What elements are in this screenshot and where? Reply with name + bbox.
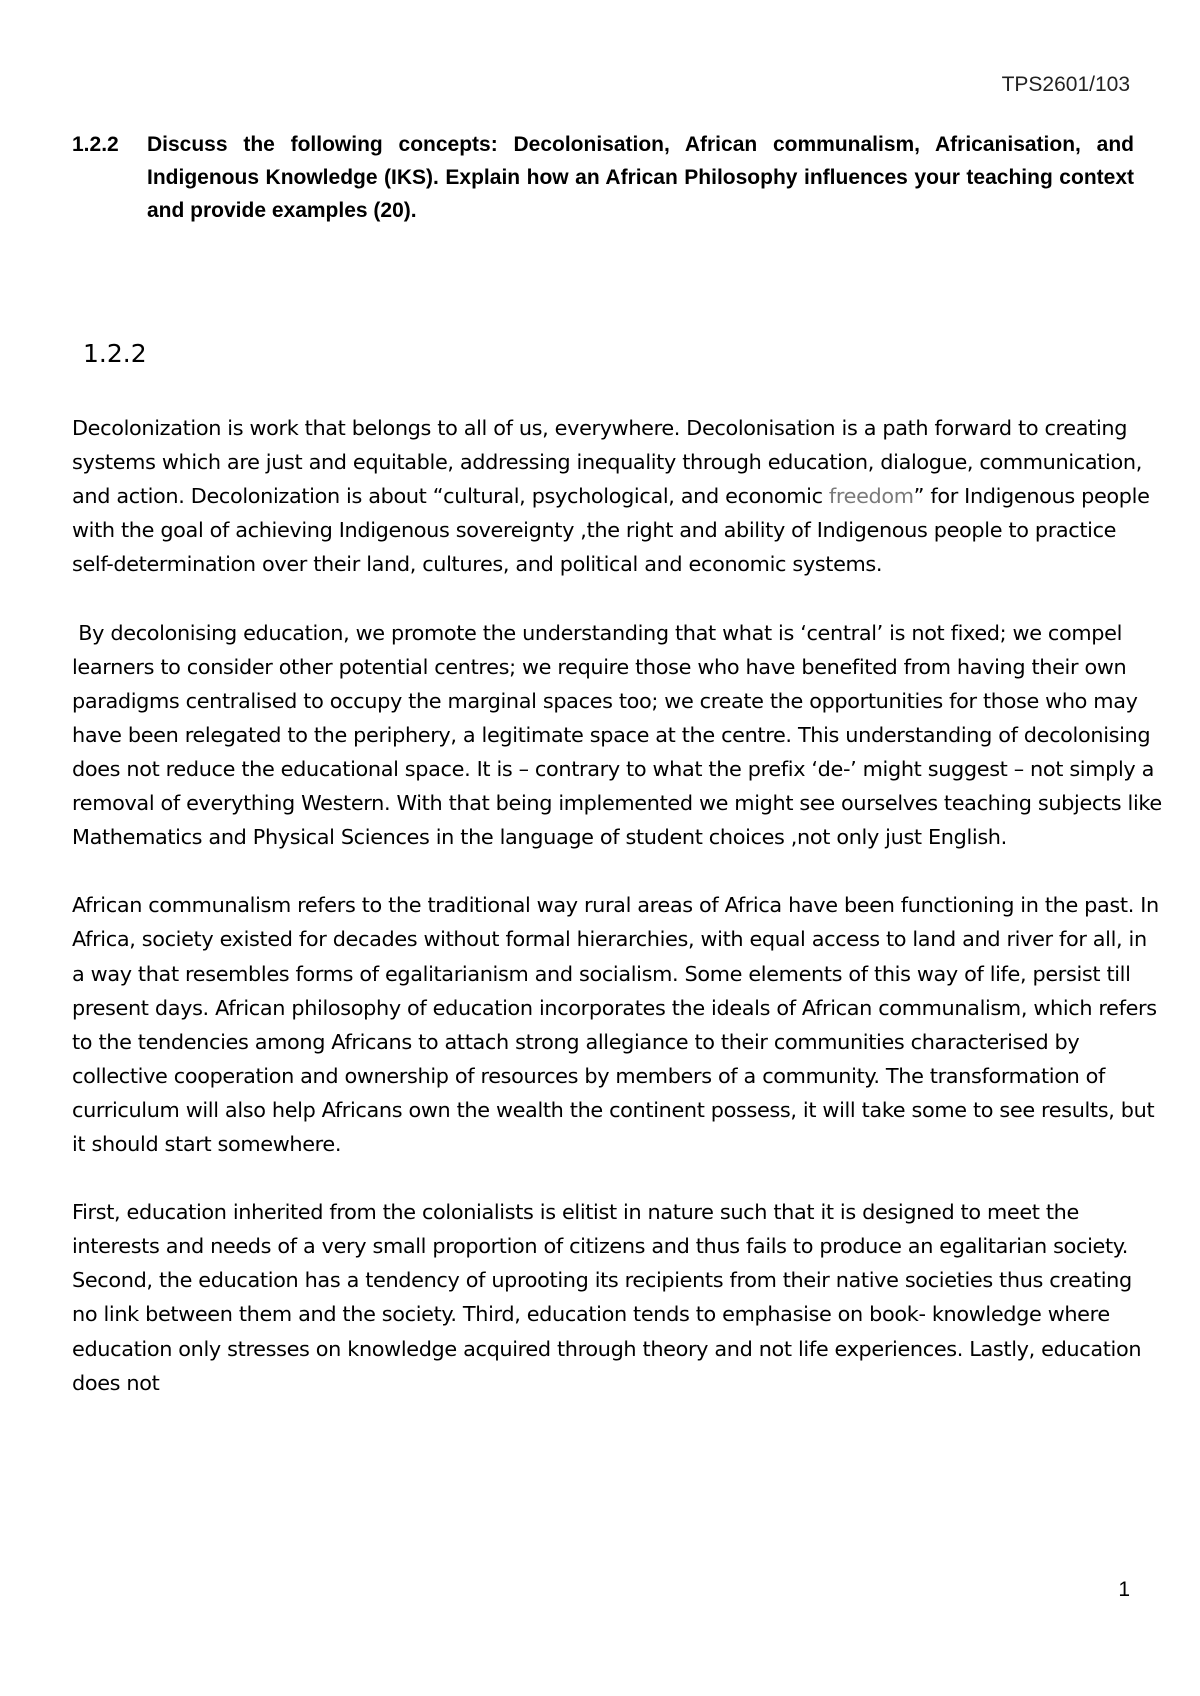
paragraph-colonial-education: First, education inherited from the colonialists is elitist in nature such that it is designed to meet the interests and needs of a very small proportion of citizens and thus fails to produce an egalitarian society. Second, the education has a tendency of uprooting its recipients from their native societies thus creating no link between them and the society. Third, education tends to emphasise on book- knowledge where education only stresses on knowledge acquired through theory and not life experiences. Lastly, education does not (72, 1200, 1142, 1395)
question-block (72, 128, 1134, 227)
paragraph-decolonisation-part2: ” for Indigenous people with the goal of achieving Indigenous sovereignty ,the right and ability of Indigenous people to practice self-determination over their land, cultures, and political and economic systems. (72, 484, 1150, 577)
highlighted-word: freedom (828, 484, 914, 509)
paragraph-decolonisation-part1: Decolonization is work that belongs to all of us, everywhere. Decolonisation is a path forward to creating systems which are just and equitable, addressing inequality through education, dialogue, communication, and action. Decolonization is about “cultural, psychological, and economic (72, 416, 1142, 509)
header-course-code: TPS2601/103 (1001, 73, 1130, 96)
paragraph-decolonisation (72, 411, 1162, 581)
page-number: 1 (1118, 1578, 1130, 1601)
answer-body (72, 411, 1169, 1434)
paragraph-african-communalism: African communalism refers to the traditional way rural areas of Africa have been functioning in the past. In Africa, society existed for decades without formal hierarchies, with equal access to land and river for all, in a way that resembles forms of egalitarianism and socialism. Some elements of this way of life, persist till present days. African philosophy of education incorporates the ideals of African communalism, which refers to the tendencies among Africans to attach strong allegiance to their communities characterised by collective cooperation and ownership of resources by members of a community. The transformation of curriculum will also help Africans own the wealth the continent possess, it will take some to see results, but it should start somewhere. (72, 893, 1159, 1156)
question-text: Discuss the following concepts: Decolonisation, African communalism, Africanisation, and Indigenous Knowledge (IKS). Explain how an African Philosophy influences your teaching context and provide examples (20). (147, 133, 1134, 222)
answer-number: 1.2.2 (83, 339, 147, 368)
paragraph-decolonising-education: By decolonising education, we promote the understanding that what is ‘central’ is not fixed; we compel learners to consider other potential centres; we require those who have benefited from having their own paradigms centralised to occupy the marginal spaces too; we create the opportunities for those who may have been relegated to the periphery, a legitimate space at the centre. This understanding of decolonising does not reduce the educational space. It is – contrary to what the prefix ‘de-’ might suggest – not simply a removal of everything Western. With that being implemented we might see ourselves teaching subjects like Mathematics and Physical Sciences in the language of student choices ,not only just English. (72, 620, 1169, 850)
question-number: 1.2.2 (72, 133, 119, 156)
